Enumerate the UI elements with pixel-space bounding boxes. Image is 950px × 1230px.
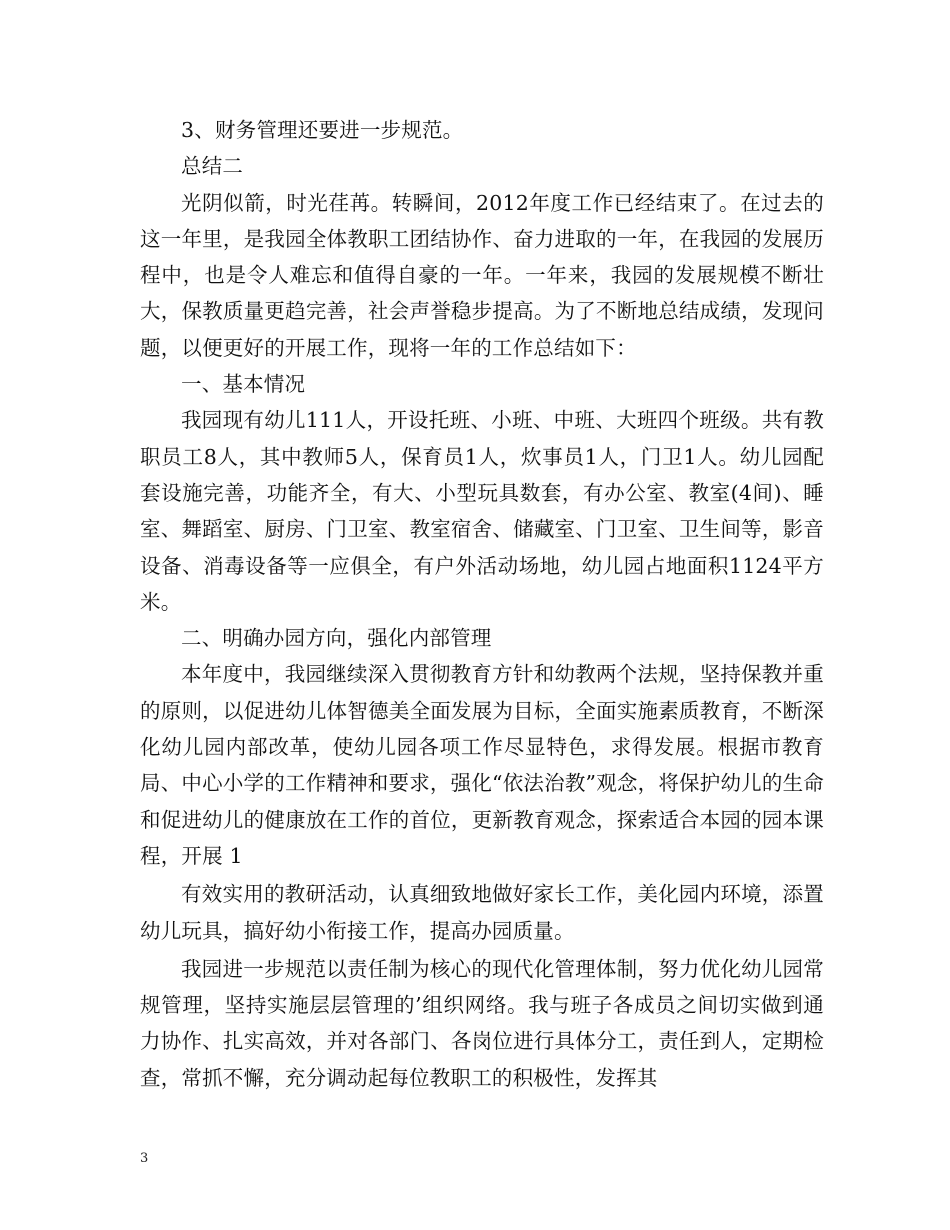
document-body: [140, 112, 824, 1096]
page-number: 3: [140, 1151, 149, 1166]
section-heading-summary-two: 总结二: [181, 154, 244, 179]
paragraph-teaching-research: 有效实用的教研活动，认真细致地做好家长工作，美化园内环境，添置幼儿玩具，搞好幼小衔接工作，提高办园质量。: [140, 882, 824, 943]
paragraph-responsibility-system: 我园进一步规范以责任制为核心的现代化管理体制，努力优化幼儿园常规管理，坚持实施层层管理的’组织网络。我与班子各成员之间切实做到通力协作、扎实高效，并对各部门、各岗位进行具体分工，责任到人，定期检查，常抓不懈，充分调动起每位教职工的积极性，发挥其: [140, 956, 824, 1090]
paragraph-finance-item: 3、财务管理还要进一步规范。: [181, 118, 464, 142]
section-heading-basic-info: 一、基本情况: [181, 372, 306, 397]
paragraph-intro: 光阴似箭，时光荏苒。转瞬间，2012年度工作已经结束了。在过去的这一年里，是我园全体教职工团结协作、奋力进取的一年，在我园的发展历程中，也是令人难忘和值得自豪的一年。一年来，我园的发展规模不断壮大，保教质量更趋完善，社会声誉稳步提高。为了不断地总结成绩，发现问题，以便更好的开展工作，现将一年的工作总结如下：: [140, 190, 824, 360]
paragraph-management: 本年度中，我园继续深入贯彻教育方针和幼教两个法规，坚持保教并重的原则，以促进幼儿体智德美全面发展为目标，全面实施素质教育，不断深化幼儿园内部改革，使幼儿园各项工作尽显特色，求得发展。根据市教育局、中心小学的工作精神和要求，强化“依法治教”观念，将保护幼儿的生命和促进幼儿的健康放在工作的首位，更新教育观念，探索适合本园的园本课程，开展 1: [140, 662, 824, 868]
paragraph-basic-info: 我园现有幼儿111人，开设托班、小班、中班、大班四个班级。共有教职员工8人，其中教师5人，保育员1人，炊事员1人，门卫1人。幼儿园配套设施完善，功能齐全，有大、小型玩具数套，有办公室、教室(4间)、睡室、舞蹈室、厨房、门卫室、教室宿舍、储藏室、门卫室、卫生间等，影音设备、消毒设备等一应俱全，有户外活动场地，幼儿园占地面积1124平方米。: [140, 408, 824, 614]
section-heading-management: 二、明确办园方向，强化内部管理: [181, 626, 492, 651]
